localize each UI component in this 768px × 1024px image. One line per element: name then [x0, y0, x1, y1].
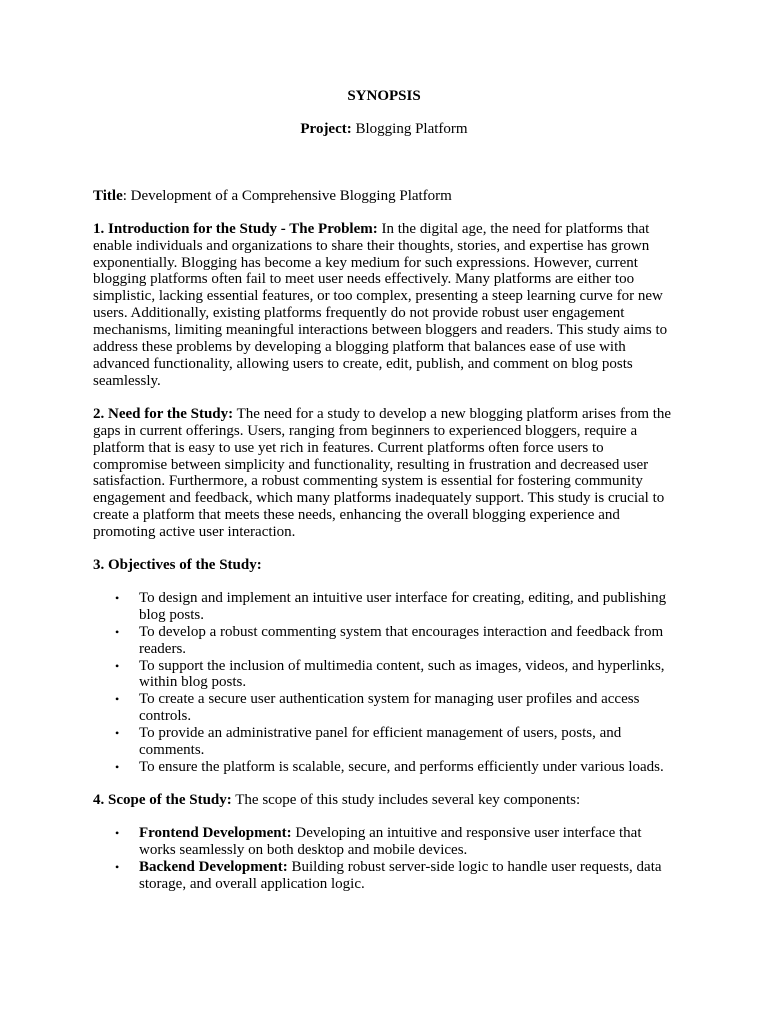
- list-item: [115, 691, 673, 725]
- objective-text: To develop a robust commenting system that encourages interaction and feedback from readers.: [139, 623, 664, 657]
- scope-item-label: Frontend Development:: [139, 824, 292, 841]
- introduction-section: [93, 221, 673, 390]
- introduction-label: 1. Introduction for the Study - The Problem:: [93, 220, 378, 237]
- document-heading: SYNOPSIS: [347, 88, 421, 104]
- bullet-icon: •: [115, 658, 120, 673]
- objective-text: To support the inclusion of multimedia content, such as images, videos, and hyperlinks, within blog posts.: [139, 657, 665, 691]
- scope-item-label: Backend Development:: [139, 858, 288, 875]
- objectives-list: [93, 590, 673, 776]
- introduction-text: In the digital age, the need for platforms that enable individuals and organizations to share their thoughts, stories, and expertise has grown exponentially. Blogging has become a key medium for such expressions. However, current blogging platforms often fail to meet user needs effectively. Many platforms are either too simplistic, lacking essential features, or too complex, presenting a steep learning curve for new users. Additionally, existing platforms frequently do not provide robust user engagement mechanisms, limiting meaningful interactions between bloggers and readers. This study aims to address these problems by developing a blogging platform that balances ease of use with advanced functionality, allowing users to create, edit, publish, and comment on blog posts seamlessly.: [93, 220, 668, 389]
- list-item: [115, 725, 673, 759]
- list-item: [115, 858, 673, 893]
- scope-list: [93, 825, 673, 893]
- bullet-icon: •: [115, 726, 120, 741]
- need-text: The need for a study to develop a new blogging platform arises from the gaps in current offerings. Users, ranging from beginners to experienced bloggers, require a platform that is easy to use yet rich in features. Current platforms often force users to compromise between simplicity and functionality, resulting in frustration and decreased user satisfaction. Furthermore, a robust commenting system is essential for fostering community engagement and feedback, which many platforms inadequately support. This study is crucial to create a platform that meets these needs, enhancing the overall blogging experience and promoting active user interaction.: [93, 405, 672, 541]
- bullet-icon: •: [115, 590, 120, 605]
- list-item: [115, 589, 673, 624]
- bullet-icon: •: [115, 692, 120, 707]
- scope-label: 4. Scope of the Study:: [93, 791, 232, 808]
- project-label: Project:: [300, 120, 352, 137]
- bullet-icon: •: [115, 624, 120, 639]
- title-value: : Development of a Comprehensive Blogging Platform: [122, 187, 452, 204]
- scope-text: The scope of this study includes several key components:: [231, 791, 581, 808]
- objective-text: To ensure the platform is scalable, secure, and performs efficiently under various loads.: [139, 759, 664, 775]
- scope-section: [93, 792, 673, 809]
- list-item: [115, 824, 673, 859]
- objectives-label: 3. Objectives of the Study:: [93, 557, 262, 574]
- title-label: Title: [93, 187, 123, 204]
- title-line: [93, 188, 673, 205]
- bullet-icon: •: [115, 760, 120, 774]
- objective-text: To design and implement an intuitive user interface for creating, editing, and publishing blog posts.: [139, 589, 667, 623]
- project-value: Blogging Platform: [351, 120, 468, 137]
- list-item: [115, 657, 673, 692]
- objective-text: To provide an administrative panel for efficient management of users, posts, and comments.: [139, 725, 622, 759]
- objectives-heading: [93, 557, 673, 574]
- document-page: [93, 88, 673, 892]
- list-item: [115, 623, 673, 658]
- scope-item-text: Developing an intuitive and responsive user interface that works seamlessly on both desktop and mobile devices.: [139, 824, 642, 858]
- bullet-icon: •: [115, 825, 120, 840]
- project-line: [93, 121, 675, 138]
- need-label: 2. Need for the Study:: [93, 405, 234, 422]
- list-item: [115, 759, 673, 776]
- need-section: [93, 406, 673, 541]
- scope-item-text: Building robust server-side logic to handle user requests, data storage, and overall application logic.: [139, 858, 662, 892]
- bullet-icon: •: [115, 859, 120, 874]
- objective-text: To create a secure user authentication system for managing user profiles and access controls.: [139, 691, 640, 725]
